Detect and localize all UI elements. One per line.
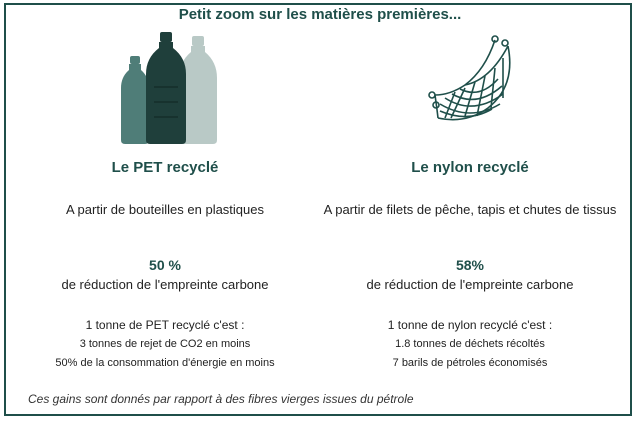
pet-stat-desc: de réduction de l'empreinte carbone [61, 277, 269, 292]
nylon-detail-intro: 1 tonne de nylon recyclé c'est : [387, 318, 553, 332]
pet-source: A partir de bouteilles en plastiques [65, 202, 264, 217]
pet-stat-value: 50 % [149, 257, 181, 273]
pet-detail-2: 50% de la consommation d'énergie en moins [55, 357, 275, 369]
plastic-bottles-icon [120, 32, 230, 144]
pet-detail-intro: 1 tonne de PET recyclé c'est : [85, 318, 245, 332]
nylon-source: A partir de filets de pêche, tapis et chutes de tissus [323, 202, 617, 217]
nylon-stat-desc: de réduction de l'empreinte carbone [366, 277, 574, 292]
footer-note: Ces gains sont donnés par rapport à des fibres vierges issues du pétrole [28, 392, 414, 406]
nylon-detail-1: 1.8 tonnes de déchets récoltés [395, 338, 545, 350]
pet-title: Le PET recyclé [111, 159, 219, 176]
pet-detail-1: 3 tonnes de rejet de CO2 en moins [79, 338, 251, 350]
fishing-net-icon [420, 32, 530, 132]
nylon-title: Le nylon recyclé [411, 159, 529, 176]
nylon-stat-value: 58% [455, 257, 485, 273]
nylon-detail-2: 7 barils de pétroles économisés [392, 357, 548, 369]
page-title: Petit zoom sur les matières premières... [178, 6, 462, 23]
